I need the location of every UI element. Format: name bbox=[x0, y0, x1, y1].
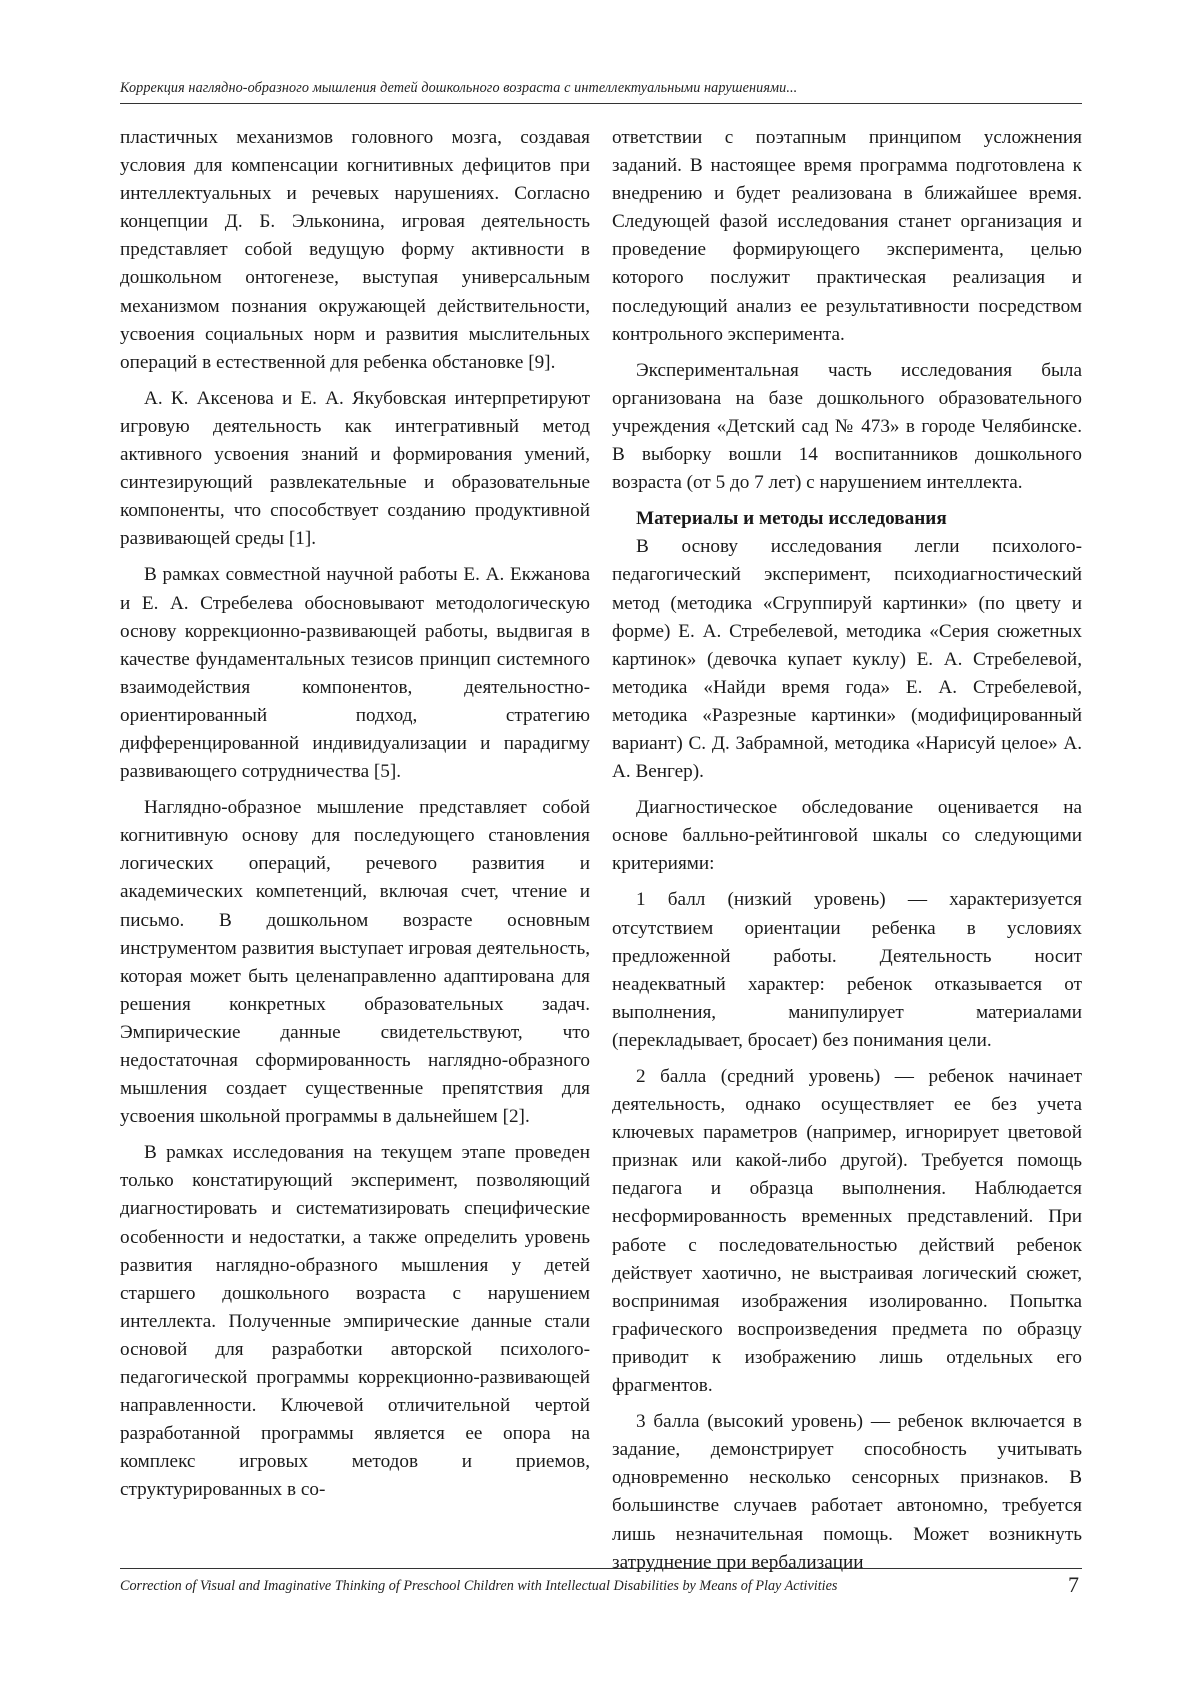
right-paragraph-1: ответствии с поэтапным принципом усложнения заданий. В настоящее время программа подготовлена к внедрению и будет реализована в ближайшее время. Следующей фазой исследования станет организация и проведение формирующего эксперимента, целью которого послужит практическая реализация и последующий анализ ее результативности посредством контрольного эксперимента. bbox=[612, 127, 1082, 345]
right-paragraph-3: В основу исследования легли психолого-педагогический эксперимент, психодиагностический метод (методика «Сгруппируй картинки» (по цвету и форме) Е. А. Стребелевой, методика «Серия сюжетных картинок» (девочка купает куклу) Е. А. Стребелевой, методика «Найди время года» Е. А. Стребелевой, методика «Разрезные картинки» (модифицированный вариант) С. Д. Забрамной, методика «Нарисуй целое» А. А. Венгер). bbox=[612, 536, 1082, 783]
footer-rule bbox=[120, 1568, 1082, 1569]
running-header: Коррекция наглядно-образного мышления детей дошкольного возраста с интеллектуальными нарушениями... bbox=[120, 80, 798, 96]
right-paragraph-2: Экспериментальная часть исследования была организована на базе дошкольного образовательного учреждения «Детский сад № 473» в городе Челябинске. В выборку вошли 14 воспитанников дошкольного возраста (от 5 до 7 лет) с нарушением интеллекта. bbox=[612, 359, 1082, 494]
left-paragraph-2: А. К. Аксенова и Е. А. Якубовская интерпретируют игровую деятельность как интегративный метод активного усвоения знаний и формирования умений, синтезирующий развлекательные и образовательные компоненты, что способствует созданию продуктивной развивающей среды [1]. bbox=[120, 387, 590, 550]
right-paragraph-5: 1 балл (низкий уровень) — характеризуется отсутствием ориентации ребенка в условиях предложенной работы. Деятельность носит неадекватный характер: ребенок отказывается от выполнения, манипулирует материалами (перекладывает, бросает) без понимания цели. bbox=[612, 889, 1082, 1051]
page-number: 7 bbox=[1068, 1572, 1079, 1597]
right-column bbox=[612, 124, 1082, 1577]
left-paragraph-1: пластичных механизмов головного мозга, создавая условия для компенсации когнитивных дефицитов при интеллектуальных и речевых нарушениях. Согласно концепции Д. Б. Эльконина, игровая деятельность представляет собой ведущую форму активности в дошкольном онтогенезе, выступая универсальным механизмом познания окружающей действительности, усвоения социальных норм и развития мыслительных операций в естественной для ребенка обстановке [9]. bbox=[120, 127, 590, 373]
left-paragraph-4: Наглядно-образное мышление представляет собой когнитивную основу для последующего становления логических операций, речевого развития и академических компетенций, включая счет, чтение и письмо. В дошкольном возрасте основным инструментом развития выступает игровая деятельность, которая может быть целенаправленно адаптирована для решения конкретных образовательных задач. Эмпирические данные свидетельствуют, что недостаточная сформированность наглядно-образного мышления создает существенные препятствия для усвоения школьной программы в дальнейшем [2]. bbox=[120, 797, 590, 1128]
right-paragraph-7: 3 балла (высокий уровень) — ребенок включается в задание, демонстрирует способность учитывать одновременно несколько сенсорных признаков. В большинстве случаев работает автономно, требуется лишь незначительная помощь. Может возникнуть затруднение при вербализации bbox=[612, 1411, 1082, 1573]
running-footer: Correction of Visual and Imaginative Thinking of Preschool Children with Intellectual Disabilities by Means of Play Activities bbox=[120, 1578, 838, 1594]
left-paragraph-3: В рамках совместной научной работы Е. А. Екжанова и Е. А. Стребелева обосновывают методологическую основу коррекционно-развивающей работы, выдвигая в качестве фундаментальных тезисов принцип системного взаимодействия компонентов, деятельностно-ориентированный подход, стратегию дифференцированной индивидуализации и парадигму развивающего сотрудничества [5]. bbox=[120, 564, 590, 783]
header-rule bbox=[120, 103, 1082, 104]
right-paragraph-4: Диагностическое обследование оценивается на основе балльно-рейтинговой шкалы со следующими критериями: bbox=[612, 797, 1082, 875]
left-paragraph-5: В рамках исследования на текущем этапе проведен только констатирующий эксперимент, позволяющий диагностировать и систематизировать специфические особенности и недостатки, а также определить уровень развития наглядно-образного мышления у детей старшего дошкольного возраста с нарушением интеллекта. Полученные эмпирические данные стали основой для разработки авторской психолого-педагогической программы коррекционно-развивающей направленности. Ключевой отличительной чертой разработанной программы является ее опора на комплекс игровых методов и приемов, структурированных в со- bbox=[120, 1142, 590, 1501]
right-paragraph-6: 2 балла (средний уровень) — ребенок начинает деятельность, однако осуществляет ее без учета ключевых параметров (например, игнорирует цветовой признак или какой-либо другой). Требуется помощь педагога и образца выполнения. Наблюдается несформированность временных представлений. При работе с последовательностью действий ребенок действует хаотично, не выстраивая логический сюжет, воспринимая изображения изолированно. Попытка графического воспроизведения предмета по образцу приводит к изображению лишь отдельных его фрагментов. bbox=[612, 1066, 1082, 1397]
left-column bbox=[120, 124, 590, 1505]
section-heading: Материалы и методы исследования bbox=[636, 508, 947, 530]
